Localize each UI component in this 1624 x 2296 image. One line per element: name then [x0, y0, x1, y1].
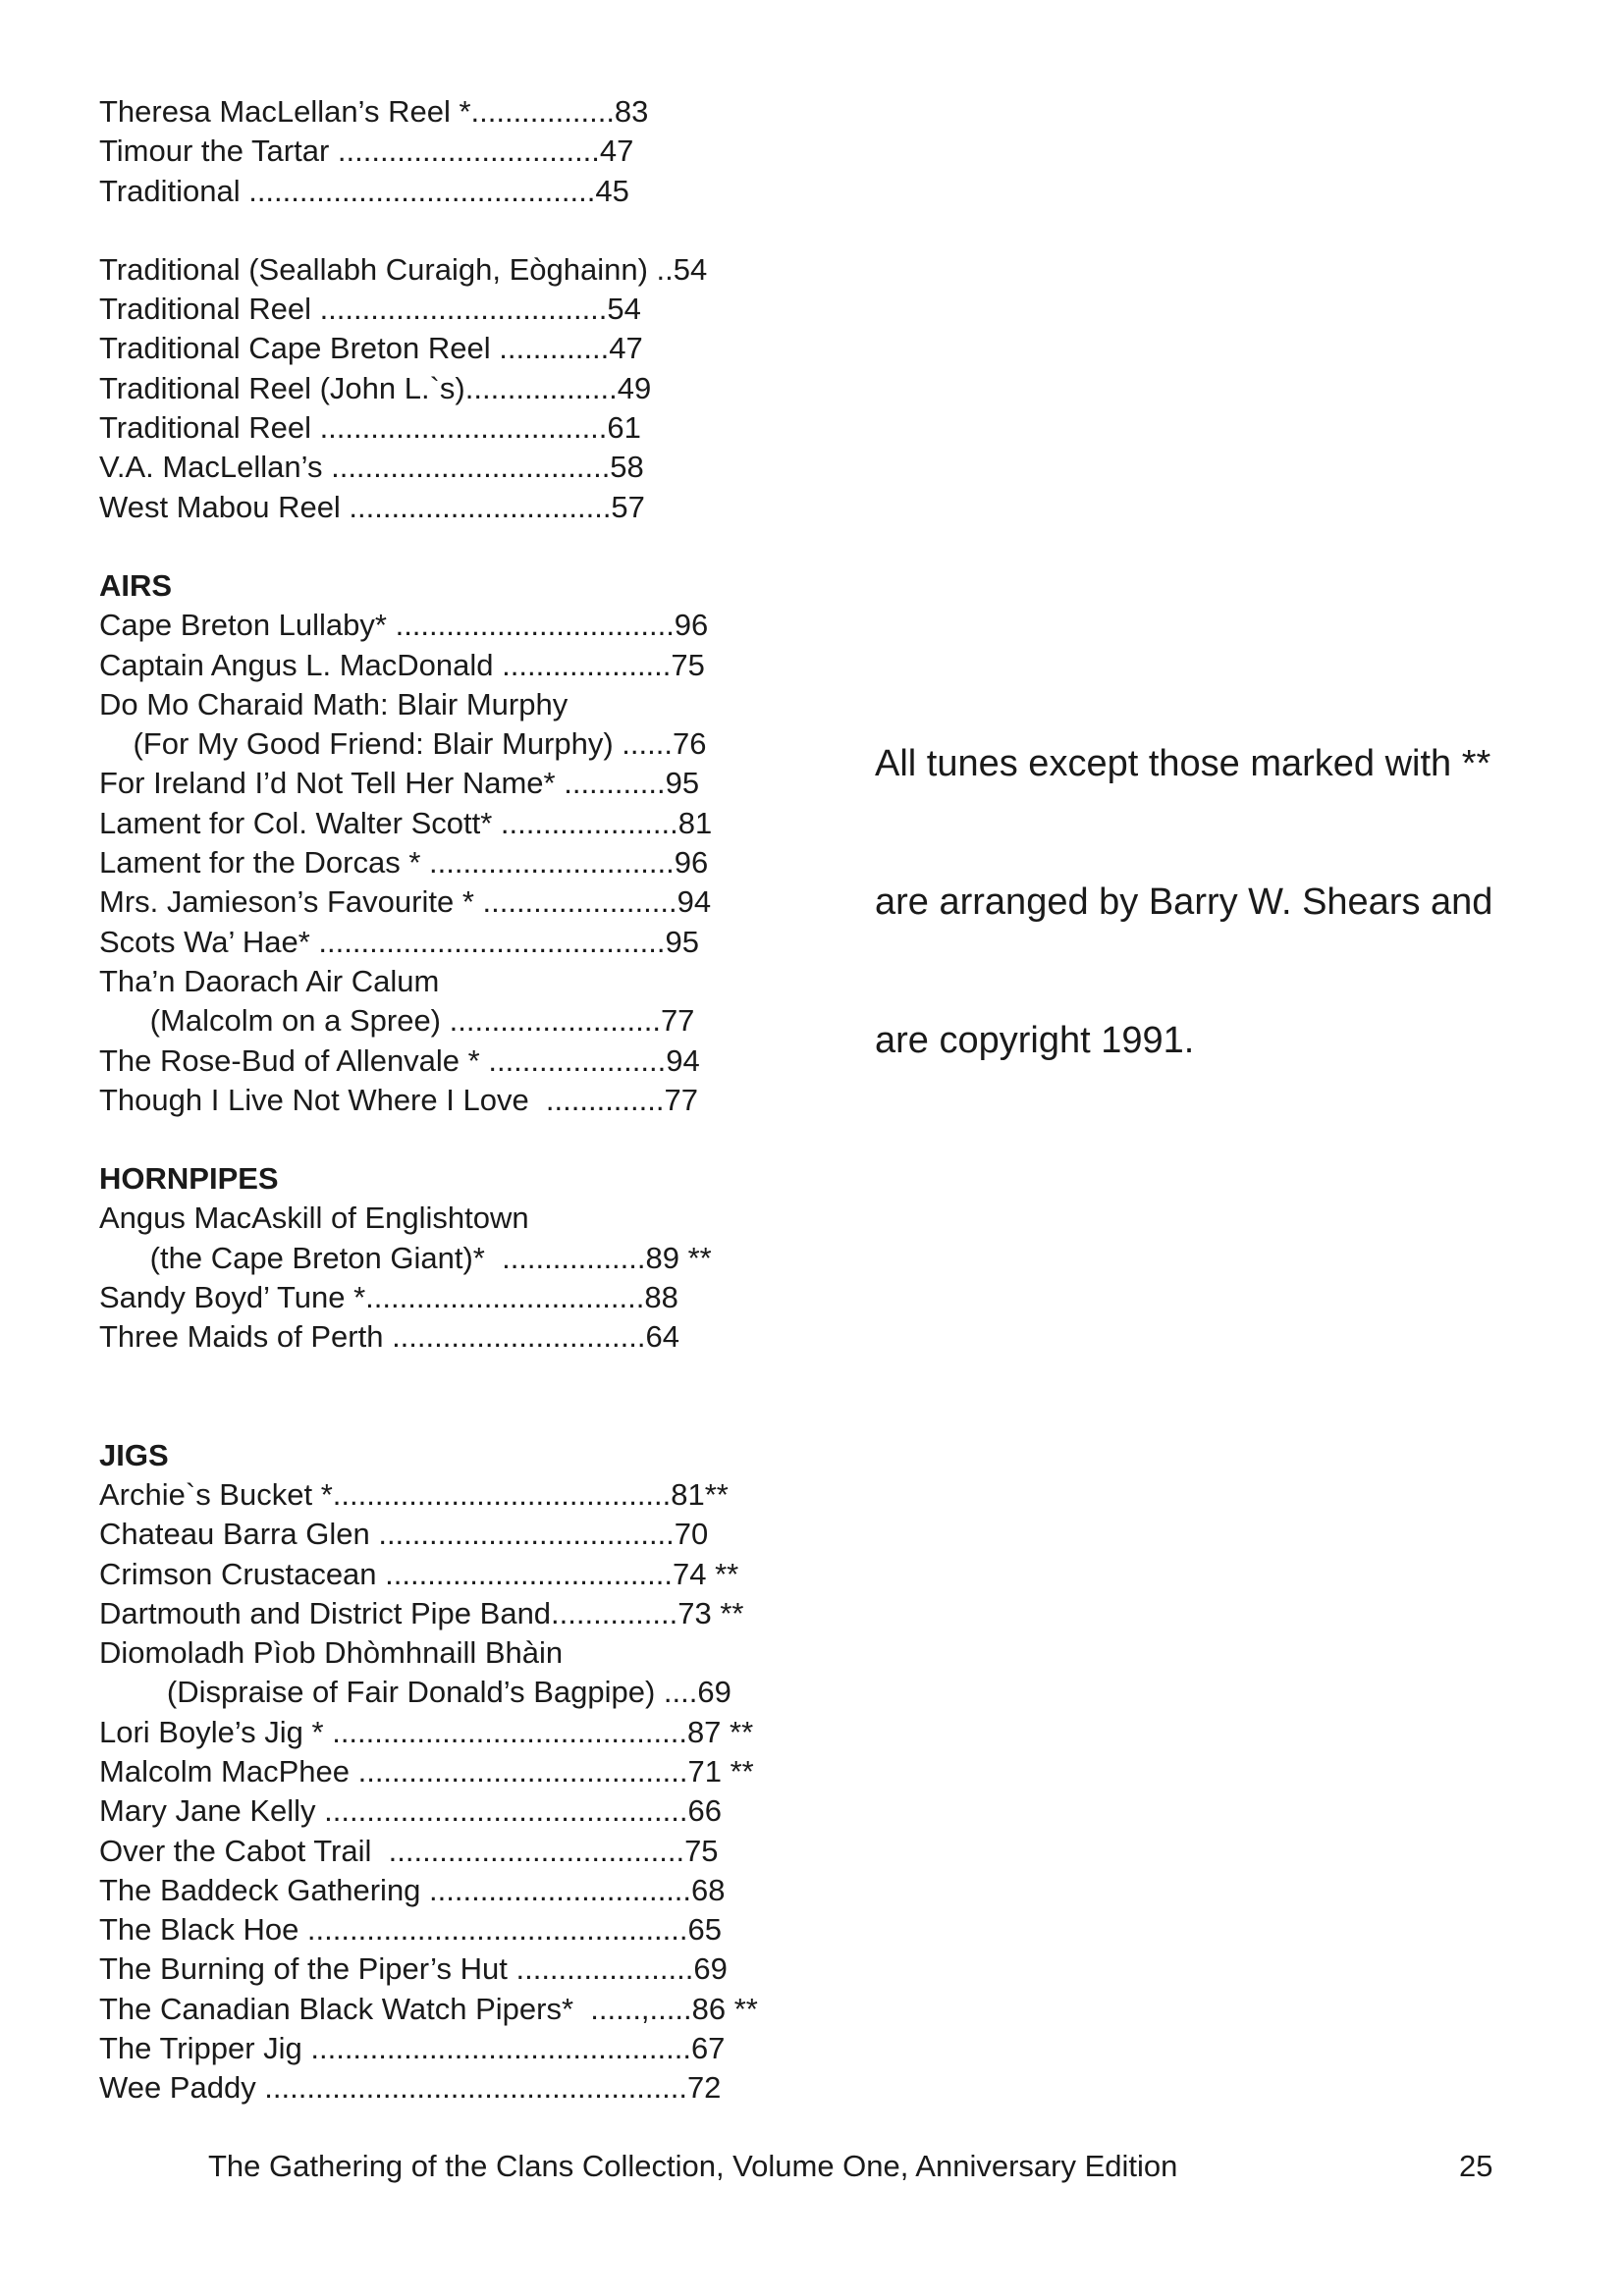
index-entry: (Dispraise of Fair Donald’s Bagpipe) ....69 — [99, 1675, 731, 1710]
index-entry: Traditional Reel (John L.`s)..................49 — [99, 370, 652, 405]
index-entry: The Rose-Bud of Allenvale * .....................94 — [99, 1042, 700, 1078]
index-entry: Traditional Reel ..................................54 — [99, 292, 641, 327]
reels-continued-group-2 — [99, 250, 845, 527]
index-entry: Timour the Tartar ...............................47 — [99, 133, 634, 169]
jigs-section — [99, 1436, 845, 2109]
note-line: are copyright 1991. — [875, 1020, 1195, 1061]
index-entry: Malcolm MacPhee .......................................71 ** — [99, 1753, 754, 1789]
index-entry: Traditional .........................................45 — [99, 173, 629, 208]
tune-index — [99, 92, 845, 2109]
index-entry: Though I Live Not Where I Love ..............77 — [99, 1082, 698, 1117]
reels-continued-group — [99, 92, 845, 211]
index-entry: Wee Paddy ..................................................72 — [99, 2070, 722, 2106]
index-entry: Angus MacAskill of Englishtown — [99, 1201, 529, 1236]
index-entry: Lament for the Dorcas * .............................96 — [99, 845, 709, 881]
hornpipes-section — [99, 1159, 845, 1357]
index-entry: Tha’n Daorach Air Calum — [99, 963, 440, 998]
index-entry: Mary Jane Kelly ...........................................66 — [99, 1793, 722, 1829]
index-entry: Diomoladh Pìob Dhòmhnaill Bhàin — [99, 1635, 564, 1671]
index-entry: Three Maids of Perth ..............................64 — [99, 1319, 679, 1355]
section-heading-airs: AIRS — [99, 567, 173, 603]
index-entry: The Burning of the Piper’s Hut .....................69 — [99, 1951, 728, 1987]
footer-title: The Gathering of the Clans Collection, Volume One, Anniversary Edition — [208, 2149, 1178, 2183]
index-entry: The Black Hoe .............................................65 — [99, 1912, 722, 1948]
section-heading-jigs: JIGS — [99, 1437, 169, 1472]
index-entry: Traditional (Seallabh Curaigh, Eòghainn) ..54 — [99, 251, 708, 287]
index-entry: (the Cape Breton Giant)* .................89 ** — [99, 1240, 712, 1275]
arrangement-note — [875, 649, 1562, 1156]
index-entry: Theresa MacLellan’s Reel *.................83 — [99, 94, 649, 129]
index-entry: Scots Wa’ Hae* .........................................95 — [99, 924, 699, 959]
index-entry: Traditional Reel ..................................61 — [99, 410, 641, 446]
index-entry: The Baddeck Gathering ...............................68 — [99, 1872, 726, 1907]
index-entry: Sandy Boyd’ Tune *.................................88 — [99, 1280, 678, 1315]
index-entry: For Ireland I’d Not Tell Her Name* ............95 — [99, 766, 700, 801]
airs-section — [99, 566, 845, 1120]
index-entry: Do Mo Charaid Math: Blair Murphy — [99, 686, 568, 721]
index-entry: Traditional Cape Breton Reel .............47 — [99, 331, 643, 366]
index-entry: The Canadian Black Watch Pipers* ......,.....86 ** — [99, 1991, 758, 2026]
index-entry: (Malcolm on a Spree) .........................77 — [99, 1003, 695, 1039]
index-entry: Mrs. Jamieson’s Favourite * .......................94 — [99, 884, 712, 920]
index-entry: The Tripper Jig .............................................67 — [99, 2031, 726, 2066]
index-entry: Over the Cabot Trail ...................................75 — [99, 1833, 719, 1868]
index-entry: Crimson Crustacean ..................................74 ** — [99, 1556, 739, 1591]
note-line: All tunes except those marked with ** — [875, 743, 1491, 784]
index-entry: Captain Angus L. MacDonald ....................75 — [99, 647, 705, 682]
index-entry: Chateau Barra Glen ...................................70 — [99, 1517, 709, 1552]
note-line: are arranged by Barry W. Shears and — [875, 881, 1493, 923]
index-entry: West Mabou Reel ...............................57 — [99, 489, 645, 524]
index-entry: Dartmouth and District Pipe Band...............73 ** — [99, 1595, 744, 1630]
index-entry: Lament for Col. Walter Scott* .....................81 — [99, 805, 713, 840]
index-entry: (For My Good Friend: Blair Murphy) ......76 — [99, 726, 707, 762]
index-entry: Cape Breton Lullaby* .................................96 — [99, 608, 709, 643]
page-number: 25 — [1459, 2149, 1493, 2183]
index-entry: V.A. MacLellan’s .................................58 — [99, 450, 644, 485]
index-entry: Lori Boyle’s Jig * ..........................................87 ** — [99, 1714, 754, 1749]
index-entry: Archie`s Bucket *........................................81** — [99, 1476, 729, 1512]
section-heading-hornpipes: HORNPIPES — [99, 1161, 279, 1197]
